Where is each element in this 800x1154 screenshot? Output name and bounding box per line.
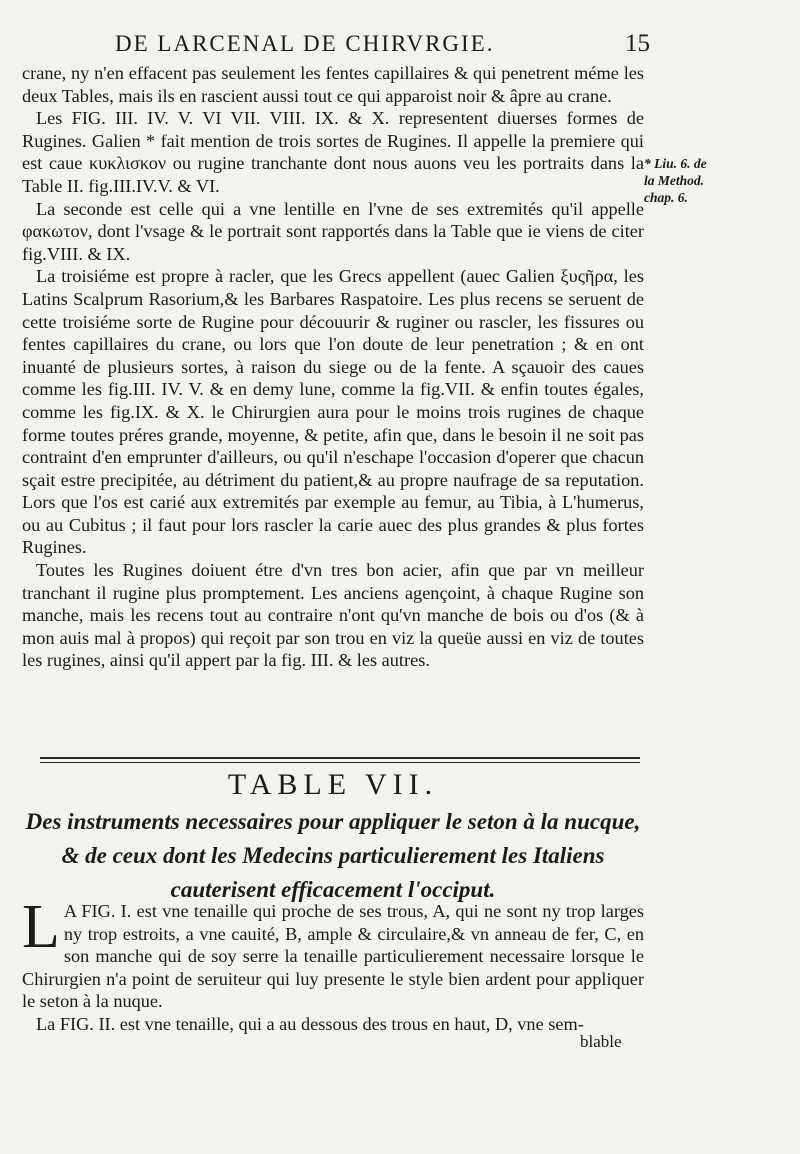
table-subtitle: [22, 805, 644, 907]
text-column-upper: [22, 62, 644, 672]
section-divider-thin: [40, 762, 640, 763]
paragraph: La seconde est celle qui a vne lentille en l'vne de ses extremités qu'il appelle φακωτον, dont l'vsage & le portrait sont rapportés dans la Table que ie viens de citer fig.VIII. & IX.: [22, 198, 644, 264]
section-divider: [40, 757, 640, 759]
drop-cap: L: [22, 893, 60, 961]
paragraph-with-dropcap: [22, 893, 644, 1013]
paragraph: Les FIG. III. IV. V. VI VII. VIII. IX. & X. representent diuerses formes de Rugines. Galien * fait mention de trois sortes de Rugines. Il appelle la premiere qui est caue κυκλισκον ou rugine tranchante dont nous auons veu les portraits dans la Table II. fig.III.IV.V. & VI.: [22, 108, 644, 196]
catchword: blable: [580, 1032, 622, 1051]
subtitle-line: Des instruments necessaires pour appliquer le seton à la nucque,: [25, 809, 641, 834]
paragraph: crane, ny n'en effacent pas seulement les fentes capillaires & qui penetrent méme les deux Tables, mais ils en rascient aussi tout ce qui apparoist noir & âpre au crane.: [22, 63, 644, 106]
paragraph: La troisiéme est propre à racler, que les Grecs appellent (auec Galien ξυςῆρα, les Latins Scalprum Rasorium,& les Barbares Raspatoire. Les plus recens se seruent de cette troisiéme sorte de Rugine pour découurir & ruginer ou rascler, les fissures ou fentes capillaires du crane, ou lors que l'on doute de leur penetration ; & en ont inuanté de plusieurs sortes, à raison du siege ou de la fente. A sçauoir des caues comme les fig.III. IV. V. & en demy lune, comme la fig.VII. & enfin toutes égales, comme les fig.IX. & X. le Chirurgien aura pour le moins trois rugines de chaque forme toutes préres grande, moyenne, & petite, afin que, dans le besoin il ne soit pas contraint d'en emprunter d'ailleurs, ou qu'il n'eschape l'occasion d'operer que chacun sçait estre precipitée, au détriment du patient,& au propre naufrage de sa reputation. Lors que l'os est carié aux extremités par exemple au femur, au Tibia, à L'humerus, ou au Cubitus ; il faut pour lors rascler la carie auec des plus grandes & plus fortes Rugines.: [22, 266, 644, 558]
margin-note-line: la Method.: [644, 173, 705, 188]
paragraph-text: A FIG. I. est vne tenaille qui proche de ses trous, A, qui ne sont ny trop larges ny trop estroits, a vne cauité, B, ample & circulaire,& vn anneau de fer, C, en son manche qui de soy serre la tenaille particulierement necessaire lorsque le Chirurgien n'a point de seruiteur qui luy presente le style bien ardent pour appliquer le seton à la nuque.: [22, 901, 644, 1012]
margin-note-line: chap. 6.: [644, 190, 688, 205]
subtitle-line: & de ceux dont les Medecins particulierement les Italiens: [61, 843, 605, 868]
paragraph: La FIG. II. est vne tenaille, qui a au dessous des trous en haut, D, vne sem-: [36, 1013, 584, 1034]
text-column-lower: [22, 893, 644, 1036]
margin-note-line: * Liu. 6. de: [644, 156, 707, 171]
table-heading: TABLE VII.: [227, 768, 439, 801]
running-title: DE LARCENAL DE CHIRVRGIE.: [115, 31, 495, 56]
page-number: 15: [625, 30, 650, 57]
margin-note: [644, 155, 794, 206]
running-header: [115, 30, 650, 58]
subtitle-line: cauterisent efficacement l'occiput.: [170, 877, 496, 902]
paragraph: Toutes les Rugines doiuent étre d'vn tres bon acier, afin que par vn meilleur tranchant il rugine plus promptement. Les anciens agençoint, à chaque Rugine son manche, mais les recens tout au contraire n'ont qu'vn manche de bois ou d'os (& à mon auis mal à propos) qui reçoit par son trou en viz la queüe aussi en viz de toutes les rugines, ainsi qu'il appert par la fig. III. & les autres.: [22, 560, 644, 671]
